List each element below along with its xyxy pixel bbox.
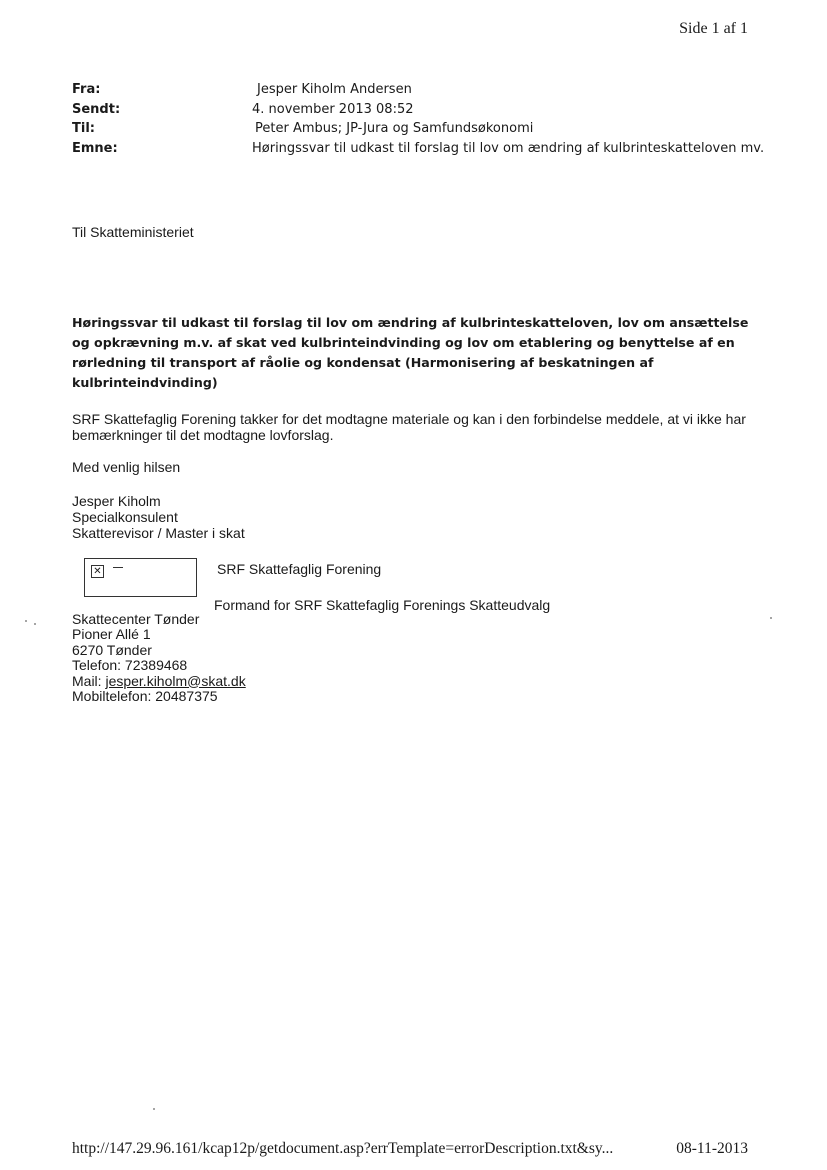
to-value: Peter Ambus; JP-Jura og Samfundsøkonomi xyxy=(255,121,534,136)
footer-url: http://147.29.96.161/kcap12p/getdocument.asp?errTemplate=errorDescription.txt&sy... xyxy=(72,1140,614,1157)
to-row xyxy=(72,119,772,139)
logo-placeholder xyxy=(84,558,197,597)
office-name: Skattecenter Tønder xyxy=(72,611,200,627)
broken-image-icon: ✕ xyxy=(91,565,104,578)
from-row xyxy=(72,80,772,100)
email-header xyxy=(72,80,772,158)
logo-dash xyxy=(113,567,123,568)
signature-role: Skatterevisor / Master i skat xyxy=(72,525,245,541)
page-indicator: Side 1 af 1 xyxy=(679,20,748,37)
salutation: Til Skatteministeriet xyxy=(72,224,194,240)
from-value: Jesper Kiholm Andersen xyxy=(257,82,412,97)
subject-value: Høringssvar til udkast til forslag til lov om ændring af kulbrinteskatteloven mv. xyxy=(252,140,765,156)
organization-name: SRF Skattefaglig Forening xyxy=(217,561,382,577)
organization-role: Formand for SRF Skattefaglig Forenings Skatteudvalg xyxy=(214,597,551,613)
mail-label: Mail: xyxy=(72,672,106,689)
page-footer xyxy=(72,1140,748,1158)
subject-row xyxy=(72,139,772,159)
footer-date: 08-11-2013 xyxy=(676,1140,748,1157)
from-label: Fra: xyxy=(72,82,101,97)
sent-value: 4. november 2013 08:52 xyxy=(252,101,414,117)
contact-block xyxy=(72,612,246,704)
scan-speck xyxy=(770,617,772,619)
letter-body: SRF Skattefaglig Forening takker for det modtagne materiale og kan i den forbindelse meddele, at vi ikke har bemærkninger til det modtagne lovforslag. xyxy=(72,411,746,443)
sent-row xyxy=(72,100,772,120)
street-address: Pioner Allé 1 xyxy=(72,626,151,643)
scan-speck xyxy=(34,623,36,625)
signature-name: Jesper Kiholm xyxy=(72,493,161,509)
mail-link[interactable]: jesper.kiholm@skat.dk xyxy=(105,672,246,689)
scan-speck xyxy=(25,620,27,622)
subject-label: Emne: xyxy=(72,140,118,156)
mail-line xyxy=(72,674,246,689)
letter-heading: Høringssvar til udkast til forslag til lov om ændring af kulbrinteskatteloven, lov om ansættelse og opkrævning m.v. af skat ved kulbrinteindvinding og lov om etablering og benyttelse af en rørledning til transport af råolie og kondensat (Harmonisering af beskatningen af kulbrinteindvinding) xyxy=(72,315,749,390)
to-label: Til: xyxy=(72,121,95,136)
closing: Med venlig hilsen xyxy=(72,459,181,475)
city-address: 6270 Tønder xyxy=(72,641,152,658)
mobile-number: Mobiltelefon: 20487375 xyxy=(72,688,218,705)
phone-number: Telefon: 72389468 xyxy=(72,657,188,674)
signature-title: Specialkonsulent xyxy=(72,509,178,525)
signature-block xyxy=(72,493,245,541)
scan-speck xyxy=(153,1108,155,1110)
sent-label: Sendt: xyxy=(72,101,121,117)
